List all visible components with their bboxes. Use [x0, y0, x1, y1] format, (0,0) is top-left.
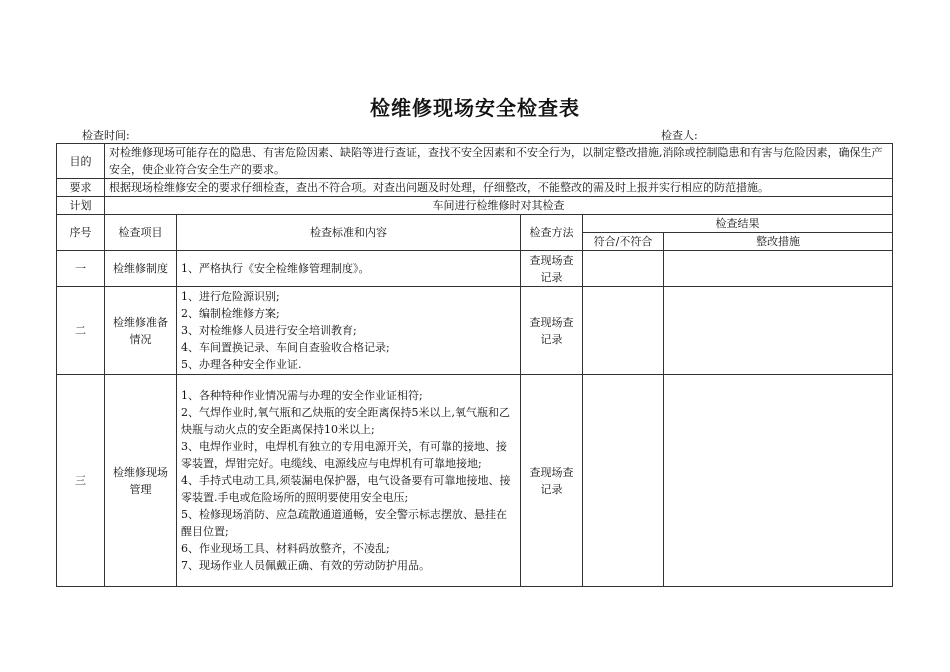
standard-line: 7、现场作业人员佩戴正确、有效的劳动防护用品。 — [181, 559, 430, 572]
standard-line: 3、电焊作业时，电焊机有独立的专用电源开关，有可靠的接地、接零装置，焊钳完好。电缆线、电源线应与电焊机有可靠地接地; — [181, 440, 507, 470]
row-seq: 三 — [57, 375, 105, 587]
plan-row — [57, 197, 893, 215]
row-conform-cell[interactable] — [583, 375, 664, 587]
row-seq: 一 — [57, 251, 105, 287]
column-header-row — [57, 215, 893, 233]
standard-line: 1、严格执行《安全检维修管理制度》。 — [181, 262, 370, 275]
row-measures-cell[interactable] — [664, 287, 893, 375]
row-item: 检维修制度 — [105, 251, 177, 287]
col-conform-header: 符合/不符合 — [583, 233, 664, 251]
plan-text: 车间进行检维修时对其检查 — [105, 197, 893, 215]
col-seq-header: 序号 — [57, 215, 105, 251]
row-standards — [177, 375, 521, 587]
col-result-header: 检查结果 — [583, 215, 893, 233]
row-method: 查现场查记录 — [521, 375, 583, 587]
standard-line: 2、编制检维修方案; — [181, 307, 280, 320]
standard-line: 5、办理各种安全作业证. — [181, 358, 302, 371]
row-seq: 二 — [57, 287, 105, 375]
inspection-table — [56, 143, 893, 587]
table-row — [57, 375, 893, 587]
standard-line: 4、车间置换记录、车间自查验收合格记录; — [181, 341, 390, 354]
inspector-label: 检查人: — [661, 129, 698, 142]
standard-line: 1、各种特种作业情况需与办理的安全作业证相符; — [181, 389, 423, 402]
col-standard-header: 检查标准和内容 — [177, 215, 521, 251]
row-conform-cell[interactable] — [583, 287, 664, 375]
requirement-text: 根据现场检维修安全的要求仔细检查，查出不符合项。对查出问题及时处理，仔细整改，不能整改的需及时上报并实行相应的防范措施。 — [105, 179, 893, 197]
row-standards — [177, 287, 521, 375]
row-method: 查现场查记录 — [521, 287, 583, 375]
standard-line: 2、气焊作业时,氧气瓶和乙炔瓶的安全距离保持5米以上,氧气瓶和乙炔瓶与动火点的安全距离保持10米以上; — [181, 406, 510, 436]
row-method: 查现场查记录 — [521, 251, 583, 287]
row-item: 检维修准备情况 — [105, 287, 177, 375]
col-item-header: 检查项目 — [105, 215, 177, 251]
row-measures-cell[interactable] — [664, 375, 893, 587]
inspection-time-label: 检查时间: — [82, 129, 130, 142]
row-standards — [177, 251, 521, 287]
purpose-row — [57, 144, 893, 179]
col-measures-header: 整改措施 — [664, 233, 893, 251]
standard-line: 1、进行危险源识别; — [181, 290, 280, 303]
col-method-header: 检查方法 — [521, 215, 583, 251]
purpose-text: 对检维修现场可能存在的隐患、有害危险因素、缺陷等进行查证，查找不安全因素和不安全行为，以制定整改措施,消除或控制隐患和有害与危险因素，确保生产安全，使企业符合安全生产的要求。 — [105, 144, 893, 179]
row-item: 检维修现场管理 — [105, 375, 177, 587]
row-conform-cell[interactable] — [583, 251, 664, 287]
table-row — [57, 251, 893, 287]
standard-line: 3、对检维修人员进行安全培训教育; — [181, 324, 357, 337]
standard-line: 4、手持式电动工具,须装漏电保护器，电气设备要有可靠地接地、接零装置.手电或危险场所的照明要使用安全电压; — [181, 474, 511, 504]
requirement-label: 要求 — [57, 179, 105, 197]
standard-line: 5、检修现场消防、应急疏散通道通畅，安全警示标志摆放、悬挂在醒目位置; — [181, 508, 507, 538]
standard-line: 6、作业现场工具、材料码放整齐，不凌乱; — [181, 542, 390, 555]
plan-label: 计划 — [57, 197, 105, 215]
requirement-row — [57, 179, 893, 197]
page-title: 检维修现场安全检查表 — [370, 96, 580, 120]
table-row — [57, 287, 893, 375]
row-measures-cell[interactable] — [664, 251, 893, 287]
purpose-label: 目的 — [57, 144, 105, 179]
